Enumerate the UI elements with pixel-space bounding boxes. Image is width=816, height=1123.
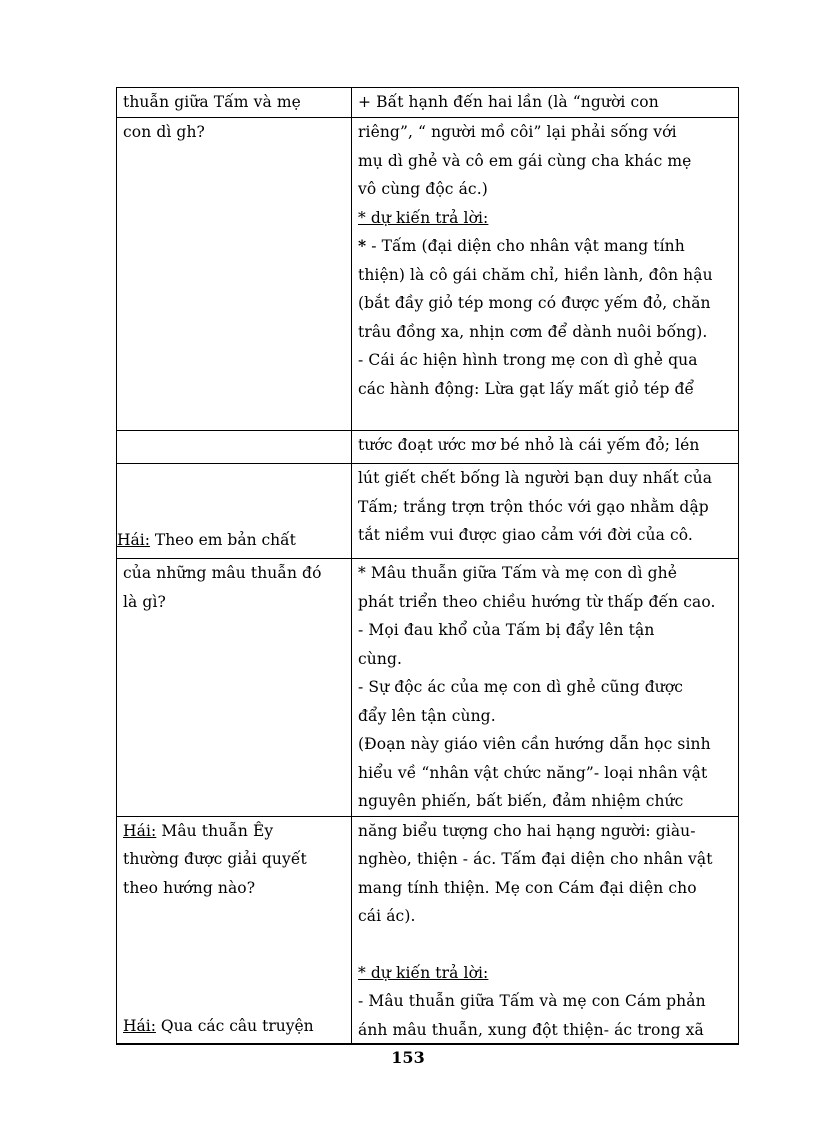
text-line: hiểu về “nhân vật chức năng”- loại nhân vật [358,763,708,782]
question-label: Hái: [117,530,150,549]
content-table [116,87,739,1045]
question-text: Qua các câu truyện [155,1016,314,1035]
text-line: lút giết chết bống là người bạn duy nhất của [358,469,713,487]
left-cell [117,816,352,1045]
text-line: - Mâu thuẫn giữa Tấm và mẹ con Cám phản [358,992,706,1010]
text-line: riêng”, “ người mồ côi” lại phải sống với [358,123,677,141]
right-cell [352,816,739,1045]
text-line: thường được giải quyết [123,850,307,868]
text-line: cái ác). [358,907,416,925]
table-row [117,559,739,817]
text-line: thiện) là cô gái chăm chỉ, hiền lành, đôn hậu [358,265,713,284]
right-cell [352,118,739,431]
spacer [358,931,732,959]
text-line: con dì gh? [123,123,205,141]
right-cell [352,464,739,559]
text-line: mang tính thiện. Mẹ con Cám đại diện cho [358,878,697,897]
question-label: Hái: [123,821,157,840]
answer-heading: * dự kiến trả lời: [358,208,489,227]
text-line: phát triển theo chiều hướng từ thấp đến cao. [358,592,716,611]
text-line: - Sự độc ác của mẹ con dì ghẻ cũng được [358,678,684,696]
question-text: Mâu thuẫn Êy [156,821,274,840]
text-line: theo hướng nào? [123,878,256,897]
text-line: là gì? [123,592,166,611]
footer-rule [116,1043,738,1044]
question-label: Hái: [123,1016,156,1035]
question-line [123,817,345,846]
text-line: * Mâu thuẫn giữa Tấm và mẹ con dì ghẻ [358,564,678,582]
table-row [117,816,739,1045]
text-line: các hành động: Lừa gạt lấy mất giỏ tép để [358,379,695,398]
text-line: Tấm; trắng trợn trộn thóc với gạo nhằm dập [358,497,709,516]
star-marker: * [358,236,367,255]
left-cell [117,118,352,431]
right-cell [352,559,739,817]
table-row [117,464,739,559]
text-line: + Bất hạnh đến hai lần (là “người con [358,93,659,111]
text-line: năng biểu tượng cho hai hạng người: giàu- [358,821,696,840]
table-row [117,118,739,431]
text-line: nguyên phiến, bất biến, đảm nhiệm chức [358,792,684,810]
table-row [117,88,739,118]
answer-heading: * dự kiến trả lời: [358,963,489,982]
text-line: mụ dì ghẻ và cô em gái cùng cha khác mẹ [358,151,692,170]
left-cell [117,88,352,118]
page-number: 153 [391,1048,425,1067]
text-line [358,232,732,261]
text-line: - Cái ác hiện hình trong mẹ con dì ghẻ qua [358,351,698,369]
right-cell [352,431,739,464]
text-line: nghèo, thiện - ác. Tấm đại diện cho nhân vật [358,850,713,868]
table-row [117,431,739,464]
text-line: (Đoạn này giáo viên cần hướng dẫn học sinh [358,735,711,753]
left-cell [117,464,352,559]
text-line: trâu đồng xa, nhịn cơm để dành nuôi bống). [358,322,708,341]
text-line: của những mâu thuẫn đó [123,564,322,582]
text-fragment: - Tấm (đại diện cho nhân vật mang tính [366,237,685,255]
text-line: tước đoạt ước mơ bé nhỏ là cái yếm đỏ; lén [358,436,700,454]
text-line: - Mọi đau khổ của Tấm bị đẩy lên tận [358,621,655,639]
question-text: Theo em bản chất [149,530,296,549]
text-line: tắt niềm vui được giao cảm với đời của cô. [358,526,693,544]
question-line [117,526,296,555]
text-line: thuẫn giữa Tấm và mẹ [123,93,301,111]
left-cell [117,431,352,464]
text-line: (bắt đầy giỏ tép mong có được yếm đỏ, chăn [358,294,711,312]
text-line: cùng. [358,649,402,668]
right-cell [352,88,739,118]
question-line [123,1012,314,1041]
text-line: ánh mâu thuẫn, xung đột thiện- ác trong xã [358,1020,704,1039]
text-line: vô cùng độc ác.) [358,180,488,198]
left-cell [117,559,352,817]
text-line: đẩy lên tận cùng. [358,706,496,725]
